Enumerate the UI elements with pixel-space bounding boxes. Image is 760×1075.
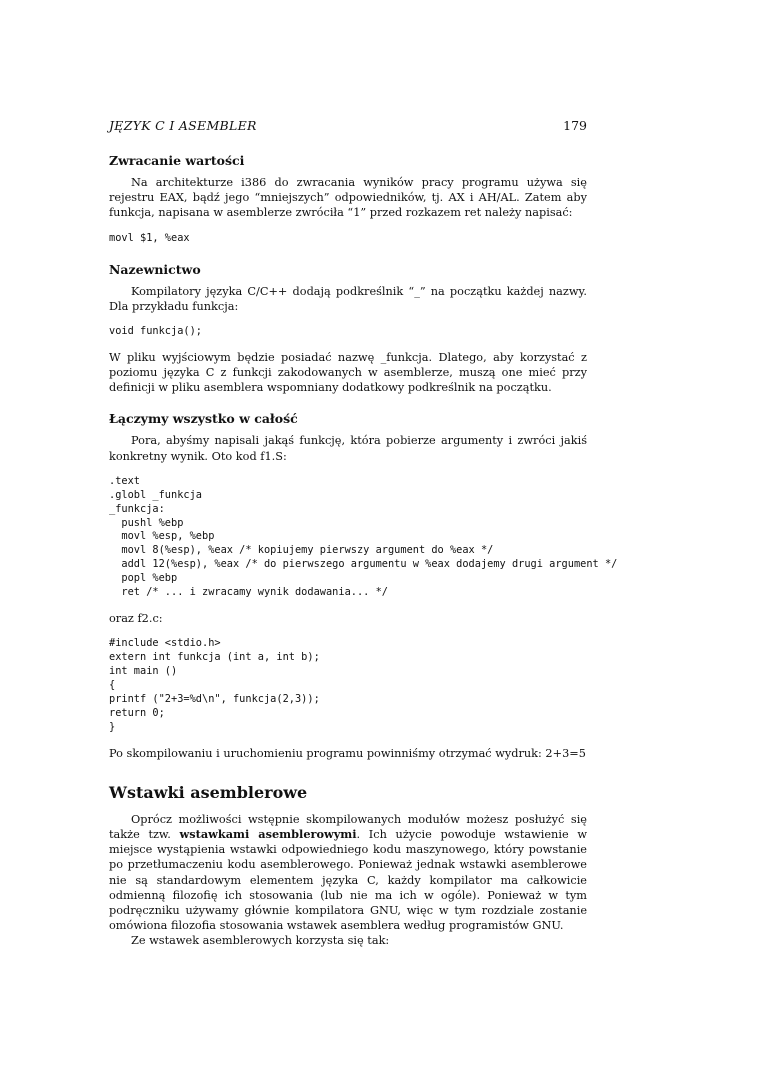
running-header [109, 118, 587, 133]
code-return-values: movl $1, %eax [109, 231, 190, 244]
heading-return-values: Zwracanie wartości [109, 153, 245, 168]
code-f2-c: #include <stdio.h> extern int funkcja (int a, int b); int main () { printf ("2+3=%d\n", funkcja(2,3)); return 0; } [109, 637, 320, 733]
heading-combine: Łączymy wszystko w całość [109, 411, 298, 427]
paragraph-return-values: Na architekturze i386 do zwracania wyników pracy programu używa się rejestru EAX, bądź jego “mniejszych” odpowiedników, tj. AX i AH/AL. Zatem aby funkcja, napisana w asemblerze zwróciła “1” przed rozkazem ret należy napisać: [109, 176, 587, 220]
paragraph-combine-intro: Pora, abyśmy napisali jakąś funkcję, która pobierze argumenty i zwróci jakiś konkretny wynik. Oto kod f1.S: [109, 434, 587, 463]
page-content [109, 118, 618, 949]
heading-inline-assembly: Wstawki asemblerowe [109, 782, 308, 802]
running-header-title: JĘZYK C I ASEMBLER [109, 118, 257, 133]
inline-bold-term: wstawkami asemblerowymi [179, 826, 357, 841]
paragraph-naming-intro: Kompilatory języka C/C++ dodają podkreślnik “_” na początku każdej nazwy. Dla przykładu funkcja: [109, 284, 587, 313]
paragraph-result: Po skompilowaniu i uruchomieniu programu powinniśmy otrzymać wydruk: 2+3=5 [109, 746, 586, 760]
code-f1-s: .text .globl _funkcja _funkcja: pushl %ebp movl %esp, %ebp movl 8(%esp), %eax /* kopiujemy pierwszy argument do %eax */ addl 12(%esp), %eax /* do pierwszego argumentu w %eax dodajemy drugi argument */ popl %ebp ret /* ... i zwracamy wynik dodawania... */ [109, 474, 618, 599]
paragraph-inline-usage: Ze wstawek asemblerowych korzysta się tak: [131, 934, 390, 948]
page-number: 179 [563, 118, 587, 133]
inline-text-start: Oprócz możliwości wstępnie skompilowanych modułów możesz posłużyć się także tzw. [109, 812, 587, 841]
paragraph-f2-intro: oraz f2.c: [109, 612, 163, 625]
code-naming: void funkcja(); [109, 324, 202, 337]
inline-text-end: . Ich użycie powoduje wstawienie w miejsce wystąpienia wstawki odpowiedniego kodu maszynowego, który powstanie po przetłumaczeniu kodu asemblerowego. Ponieważ jednak wstawki asemblerowe nie są standardowym elementem języka C, każdy kompilator ma całkowicie odmienną filozofię ich stosowania (lub nie ma ich w ogóle). Ponieważ w tym podręczniku używamy głównie kompilatora GNU, więc w tym rozdziale zostanie omówiona filozofia stosowania wstawek asemblera według programistów GNU. [109, 827, 587, 933]
paragraph-naming-output: W pliku wyjściowym będzie posiadać nazwę _funkcja. Dlatego, aby korzystać z poziomu języka C z funkcji zakodowanych w asemblerze, muszą one mieć przy definicji w pliku asemblera wspomniany dodatkowy podkreślnik na początku. [109, 350, 587, 395]
paragraph-inline-assembly [109, 812, 587, 934]
heading-naming: Nazewnictwo [109, 261, 201, 277]
